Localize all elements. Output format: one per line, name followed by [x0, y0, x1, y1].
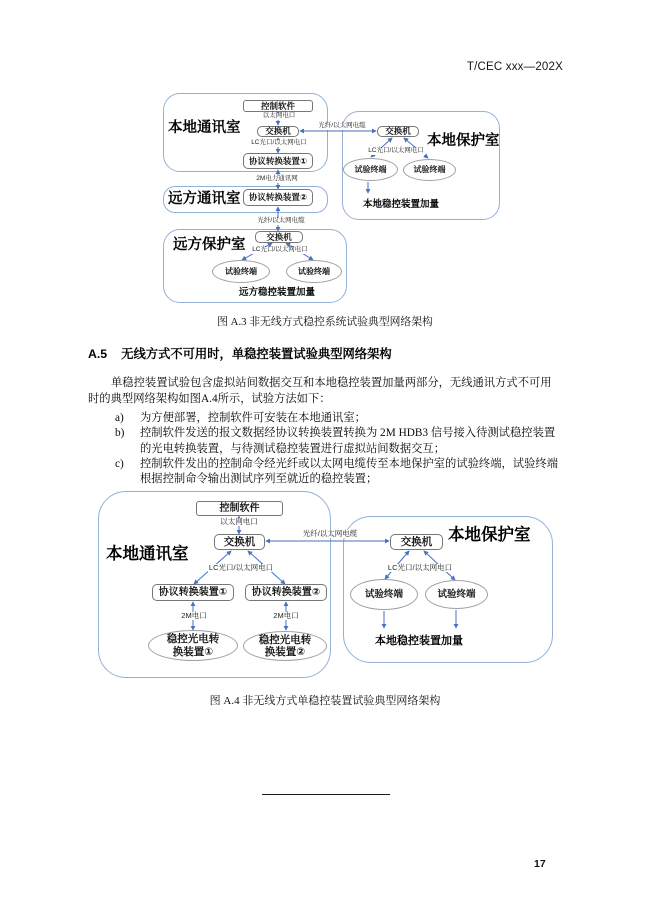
a3-room-remote-prot-label: 远方保护室 — [173, 237, 246, 253]
list-item-a — [115, 411, 585, 426]
figure-a3-caption: 图 A.3 非无线方式稳控系统试验典型网络架构 — [217, 316, 433, 328]
a4-test-terminal-right: 试验终端 — [425, 580, 488, 609]
a3-test-terminal-local-left: 试验终端 — [343, 158, 398, 181]
list-marker: b) — [115, 427, 125, 440]
a4-port-2m-label-right: 2M电口 — [273, 611, 299, 620]
a4-control-software-node: 控制软件 — [196, 501, 283, 516]
list-marker: a) — [115, 412, 124, 424]
figure-a4-diagram — [95, 488, 560, 684]
a4-port-lc-label-right: LC光口/以太网电口 — [387, 563, 453, 572]
a3-link-fiber-label-vert: 光纤/以太网电缆 — [257, 217, 305, 224]
a4-oe-converter-2-node — [243, 631, 327, 661]
a4-test-terminal-left: 试验终端 — [350, 579, 418, 610]
figure-a4-caption: 图 A.4 非无线方式单稳控装置试验典型网络架构 — [209, 695, 441, 707]
a4-port-ethernet-label: 以太网电口 — [220, 517, 258, 526]
section-a5-list — [115, 411, 585, 487]
paragraph-line: 单稳控装置试验包含虚拟站间数据交互和本地稳控装置加量两部分，无线通讯方式不可用 — [111, 377, 552, 389]
a4-room-local-comm-label: 本地通讯室 — [106, 545, 189, 563]
a3-link-2m-power-label: 2M电力通讯网 — [256, 175, 298, 182]
a3-room-remote-comm-label: 远方通讯室 — [168, 191, 241, 207]
a3-note-local-increase: 本地稳控装置加量 — [363, 199, 440, 210]
a3-room-local-comm-label: 本地通讯室 — [168, 120, 241, 136]
a3-control-software-node: 控制软件 — [243, 100, 313, 112]
list-item-line: 的光电转换装置，与待测试稳控装置进行虚拟站间数据交互； — [140, 442, 446, 455]
a3-port-lc-label-2: LC光口/以太网电口 — [252, 246, 308, 253]
a3-port-lc-label-1: LC光口/以太网电口 — [251, 139, 307, 146]
a4-switch-local-prot-node: 交换机 — [390, 534, 443, 550]
a3-protocol-converter-2-node: 协议转换装置② — [243, 189, 313, 206]
list-marker: c) — [115, 457, 124, 470]
a4-protocol-converter-1-node: 协议转换装置① — [152, 584, 234, 601]
a3-test-terminal-local-right: 试验终端 — [403, 159, 456, 181]
a4-room-local-prot-label: 本地保护室 — [448, 526, 531, 544]
a3-test-terminal-remote-right: 试验终端 — [286, 260, 342, 283]
a4-port-lc-label-left: LC光口/以太网电口 — [208, 563, 274, 572]
paragraph-line: 时的典型网络架构如图A.4所示，试验方法如下： — [88, 393, 331, 405]
a3-note-remote-increase: 远方稳控装置加量 — [239, 287, 316, 298]
a4-oe-converter-2-label: 稳控光电转换装置② — [258, 633, 312, 658]
section-a5-title: 无线方式不可用时，单稳控装置试验典型网络架构 — [121, 347, 392, 361]
a3-protocol-converter-1-node: 协议转换装置① — [243, 153, 313, 169]
a4-note-local-increase: 本地稳控装置加量 — [375, 635, 463, 647]
section-a5-paragraph — [88, 375, 573, 407]
a4-oe-converter-1-node — [148, 630, 238, 661]
section-a5-heading — [88, 344, 392, 362]
standard-number-header: T/CEC xxx—202X — [466, 61, 563, 73]
list-item-line: 为方便部署，控制软件可安装在本地通讯室； — [140, 412, 366, 424]
a3-link-fiber-label-horiz: 光纤/以太网电缆 — [318, 122, 366, 129]
a3-switch-local-prot-node: 交换机 — [377, 126, 419, 137]
a3-switch-local-comm-node: 交换机 — [257, 126, 299, 137]
list-item-b — [115, 426, 585, 457]
a4-oe-converter-1-label: 稳控光电转换装置① — [166, 633, 220, 658]
list-item-line: 控制软件发送的报文数据经协议转换装置转换为 2M HDB3 信号接入待测试稳控装置 — [140, 427, 556, 440]
list-item-line: 控制软件发出的控制命令经光纤或以太网电缆传至本地保护室的试验终端，试验终端 — [140, 457, 558, 470]
a3-test-terminal-remote-left: 试验终端 — [212, 260, 270, 283]
a3-room-local-prot-label: 本地保护室 — [427, 133, 500, 149]
list-item-c — [115, 457, 585, 488]
a3-switch-remote-prot-node: 交换机 — [255, 231, 303, 243]
page-number: 17 — [534, 858, 546, 870]
figure-a3-diagram — [150, 90, 522, 312]
list-item-line: 根据控制命令输出测试序列至就近的稳控装置； — [140, 473, 378, 486]
a3-port-lc-label-3: LC光口/以太网电口 — [368, 147, 424, 154]
a3-port-ethernet-label: 以太网电口 — [262, 112, 296, 119]
footnote-divider-line — [262, 794, 390, 795]
a4-protocol-converter-2-node: 协议转换装置② — [245, 584, 327, 601]
a4-port-2m-label-left: 2M电口 — [181, 611, 207, 620]
a4-switch-local-comm-node: 交换机 — [214, 534, 265, 550]
a4-link-fiber-label: 光纤/以太网电缆 — [302, 529, 358, 538]
section-a5-number: A.5 — [88, 347, 108, 361]
